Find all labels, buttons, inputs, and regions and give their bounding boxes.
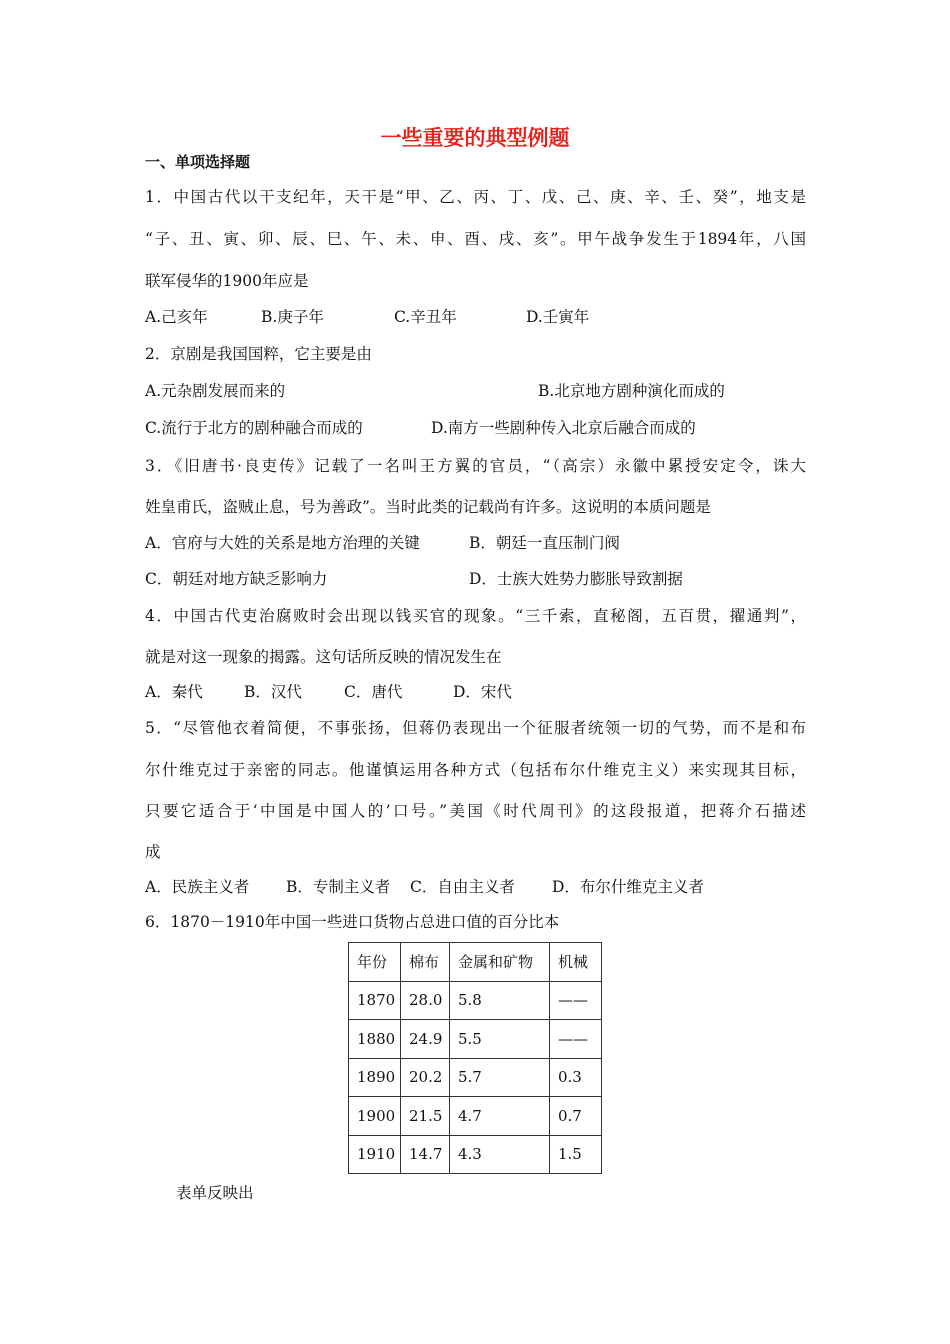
option-d: D.南方一些剧种传入北京后融合而成的 — [431, 419, 696, 437]
table-row — [349, 1097, 602, 1136]
table-cell: 1890 — [349, 1058, 401, 1097]
option-b: B．朝廷一直压制门阀 — [469, 534, 620, 552]
question-6-line-1: 6．1870－1910年中国一些进口货物占总进口值的百分比本 — [145, 913, 560, 931]
table-header-cell: 棉布 — [401, 943, 450, 982]
option-a: A．民族主义者 — [145, 878, 250, 896]
table-row — [349, 1135, 602, 1174]
option-d: D．布尔什维克主义者 — [552, 878, 704, 896]
option-b: B．汉代 — [244, 683, 302, 701]
table-cell: 5.7 — [450, 1058, 550, 1097]
question-1-line-1: 1．中国古代以干支纪年，天干是“甲、乙、丙、丁、戊、己、庚、辛、壬、癸”，地支是 — [145, 188, 806, 206]
option-a: A．秦代 — [145, 683, 203, 701]
table-cell: 14.7 — [401, 1135, 450, 1174]
table-cell: 21.5 — [401, 1097, 450, 1136]
question-4-line-1: 4．中国古代吏治腐败时会出现以钱买官的现象。“三千索，直秘阁，五百贯，擢通判”， — [145, 607, 806, 625]
question-1-line-3: 联军侵华的1900年应是 — [145, 272, 309, 290]
table-header-cell: 金属和矿物 — [450, 943, 550, 982]
table-row — [349, 1058, 602, 1097]
option-d: D.壬寅年 — [526, 308, 590, 326]
question-3-line-2: 姓皇甫氏，盗贼止息，号为善政”。当时此类的记载尚有许多。这说明的本质问题是 — [145, 498, 711, 516]
table-cell: —— — [550, 981, 602, 1020]
table-cell: 0.3 — [550, 1058, 602, 1097]
option-c: C.流行于北方的剧种融合而成的 — [145, 419, 363, 437]
table-header-cell: 年份 — [349, 943, 401, 982]
table-cell: 4.3 — [450, 1135, 550, 1174]
table-cell: 5.5 — [450, 1020, 550, 1059]
page-title: 一些重要的典型例题 — [380, 126, 570, 150]
question-6-after-text: 表单反映出 — [176, 1184, 254, 1202]
option-a: A.元杂剧发展而来的 — [145, 382, 286, 400]
question-3-line-1: 3．《旧唐书·良吏传》记载了一名叫王方翼的官员，“（高宗）永徽中累授安定令，诛大 — [145, 457, 806, 475]
option-d: D．宋代 — [453, 683, 512, 701]
table-cell: 20.2 — [401, 1058, 450, 1097]
option-a: A.己亥年 — [145, 308, 208, 326]
option-b: B．专制主义者 — [286, 878, 391, 896]
option-d: D．士族大姓势力膨胀导致割据 — [469, 570, 683, 588]
question-5-line-1: 5．“尽管他衣着简便，不事张扬，但蒋仍表现出一个征服者统领一切的气势，而不是和布 — [145, 719, 806, 737]
option-c: C．自由主义者 — [410, 878, 515, 896]
question-2-line-1: 2．京剧是我国国粹，它主要是由 — [145, 345, 372, 363]
option-b: B.庚子年 — [261, 308, 324, 326]
option-c: C.辛丑年 — [394, 308, 457, 326]
question-4-line-2: 就是对这一现象的揭露。这句话所反映的情况发生在 — [145, 648, 502, 666]
table-header-cell: 机械 — [550, 943, 602, 982]
table-cell: 1900 — [349, 1097, 401, 1136]
option-a: A．官府与大姓的关系是地方治理的关键 — [145, 534, 420, 552]
question-1-line-2: “子、丑、寅、卯、辰、巳、午、未、申、酉、戌、亥”。甲午战争发生于1894年，八国 — [145, 230, 806, 248]
option-c: C．朝廷对地方缺乏影响力 — [145, 570, 328, 588]
table-cell: 24.9 — [401, 1020, 450, 1059]
question-5-line-3: 只要它适合于‘中国是中国人的’口号。”美国《时代周刊》的这段报道，把蒋介石描述 — [145, 802, 806, 820]
table-cell: 1870 — [349, 981, 401, 1020]
table-cell: 5.8 — [450, 981, 550, 1020]
table-cell: 1880 — [349, 1020, 401, 1059]
table-cell: 1910 — [349, 1135, 401, 1174]
table-row — [349, 981, 602, 1020]
question-5-line-4: 成 — [145, 843, 161, 861]
option-c: C．唐代 — [344, 683, 403, 701]
question-5-line-2: 尔什维克过于亲密的同志。他谨慎运用各种方式（包括布尔什维克主义）来实现其目标， — [145, 761, 806, 779]
table-row — [349, 1020, 602, 1059]
option-b: B.北京地方剧种演化而成的 — [538, 382, 725, 400]
table-cell: —— — [550, 1020, 602, 1059]
table-cell: 1.5 — [550, 1135, 602, 1174]
table-header-row — [349, 943, 602, 982]
import-table — [348, 942, 602, 1174]
table-cell: 28.0 — [401, 981, 450, 1020]
table-cell: 0.7 — [550, 1097, 602, 1136]
section-heading: 一、单项选择题 — [145, 153, 251, 171]
table-cell: 4.7 — [450, 1097, 550, 1136]
